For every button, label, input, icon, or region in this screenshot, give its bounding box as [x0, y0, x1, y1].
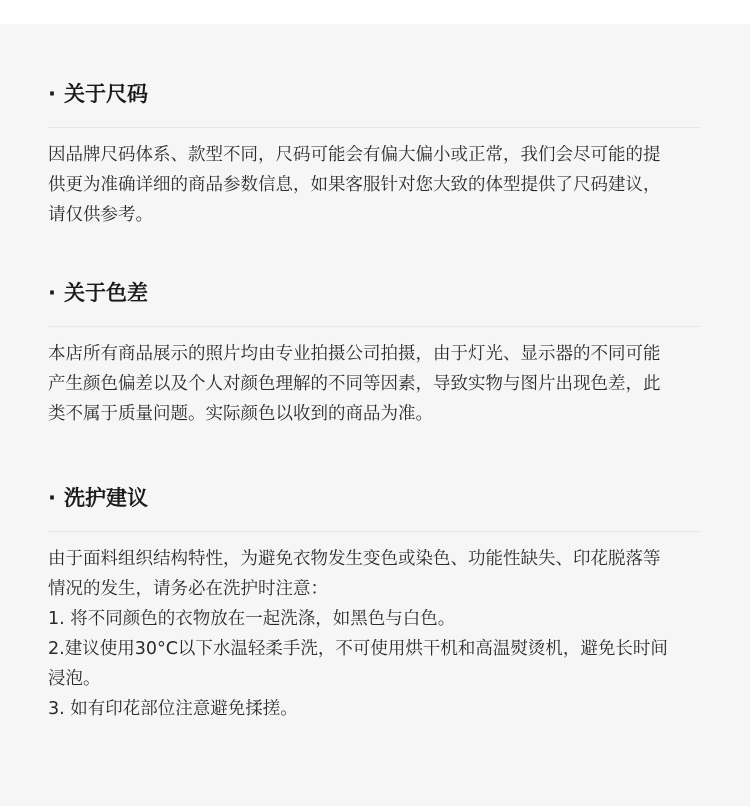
body-line: 情况的发生，请务必在洗护时注意： — [48, 579, 328, 599]
section-title-text: 关于色差 — [63, 281, 148, 305]
section-title — [48, 482, 708, 514]
body-line: 供更为准确详细的商品参数信息，如果客服针对您大致的体型提供了尺码建议， — [48, 175, 661, 195]
body-line: 请仅供参考。 — [48, 205, 153, 225]
body-line: 本店所有商品展示的照片均由专业拍摄公司拍摄，由于灯光、显示器的不同可能 — [48, 344, 661, 364]
section-title — [48, 78, 708, 110]
body-line: 因品牌尺码体系、款型不同，尺码可能会有偏大偏小或正常，我们会尽可能的提 — [48, 145, 661, 165]
divider — [48, 531, 700, 532]
bullet-dot: · — [48, 486, 56, 510]
section-care-advice — [48, 482, 708, 724]
section-title — [48, 277, 708, 309]
body-line: 产生颜色偏差以及个人对颜色理解的不同等因素，导致实物与图片出现色差，此 — [48, 374, 661, 394]
section-color-difference — [48, 277, 708, 429]
bullet-dot: · — [48, 82, 56, 106]
content-panel — [0, 24, 750, 806]
body-line: 3. 如有印花部位注意避免揉搓。 — [48, 699, 298, 719]
bullet-dot: · — [48, 281, 56, 305]
section-title-text: 关于尺码 — [63, 82, 148, 106]
section-size — [48, 78, 708, 230]
body-line: 1. 将不同颜色的衣物放在一起洗涤，如黑色与白色。 — [48, 609, 456, 629]
body-line: 由于面料组织结构特性，为避免衣物发生变色或染色、功能性缺失、印花脱落等 — [48, 549, 661, 569]
body-line: 类不属于质量问题。实际颜色以收到的商品为准。 — [48, 404, 433, 424]
section-body — [48, 544, 708, 724]
section-title-text: 洗护建议 — [63, 486, 148, 510]
body-line: 浸泡。 — [48, 669, 101, 689]
body-line: 2.建议使用30°C以下水温轻柔手洗，不可使用烘干机和高温熨烫机，避免长时间 — [48, 639, 668, 659]
section-body — [48, 140, 708, 230]
divider — [48, 326, 700, 327]
section-body — [48, 339, 708, 429]
divider — [48, 127, 700, 128]
